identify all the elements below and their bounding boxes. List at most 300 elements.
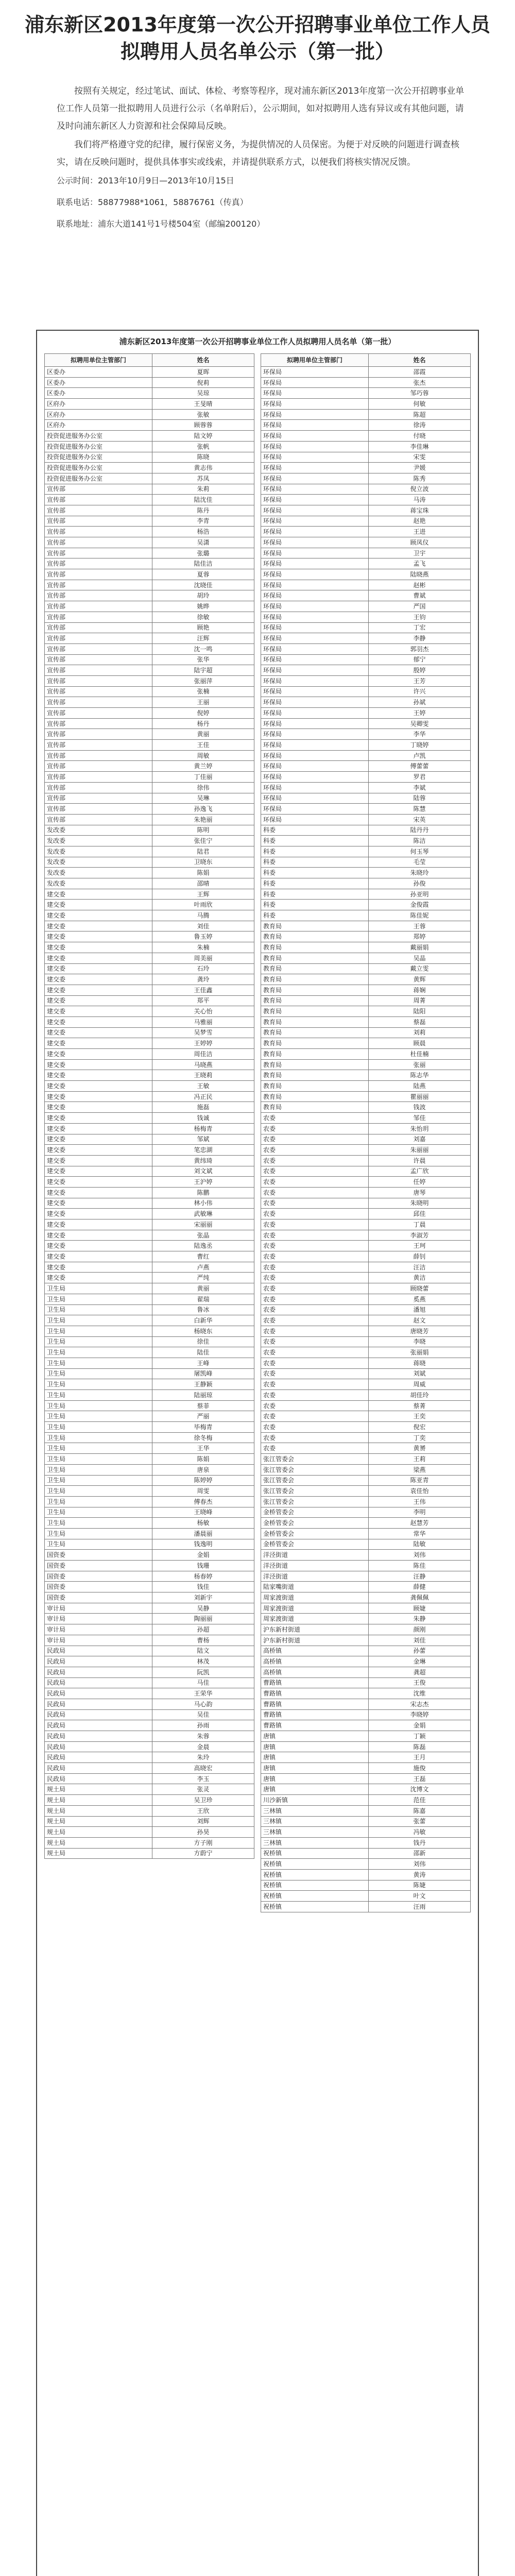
row-name: 丁佳丽	[152, 772, 254, 783]
row-name: 高晓宏	[152, 1763, 254, 1774]
row-name: 黄兰婷	[152, 761, 254, 772]
row-name: 何玉琴	[369, 846, 471, 857]
row-name: 杨晓东	[152, 1326, 254, 1336]
row-dept: 沪东新村街道	[261, 1624, 369, 1635]
table-row	[261, 590, 471, 601]
table-row	[45, 729, 254, 740]
row-dept: 环保局	[261, 505, 369, 516]
table-row	[261, 793, 471, 804]
row-dept: 唐镇	[261, 1741, 369, 1752]
row-name: 张佳宁	[152, 836, 254, 846]
table-row	[45, 1347, 254, 1358]
table-row	[261, 1262, 471, 1273]
row-name: 张敏	[152, 409, 254, 420]
row-name: 薛健	[369, 1582, 471, 1592]
table-row	[45, 590, 254, 601]
row-dept: 民政局	[45, 1709, 152, 1720]
row-name: 施俊	[369, 1763, 471, 1774]
row-name: 刘佳	[369, 1635, 471, 1646]
row-name: 蒋宝珠	[369, 505, 471, 516]
row-dept: 规土局	[45, 1848, 152, 1859]
table-row	[45, 495, 254, 505]
row-dept: 建交委	[45, 1145, 152, 1156]
row-dept: 宣传部	[45, 537, 152, 548]
table-row	[45, 1848, 254, 1859]
table-row	[45, 441, 254, 452]
row-dept: 建交委	[45, 1166, 152, 1177]
table-row	[261, 1070, 471, 1081]
table-row	[261, 740, 471, 751]
row-name: 朱莉	[152, 484, 254, 495]
row-dept: 农委	[261, 1230, 369, 1241]
row-name: 孙雨	[152, 1720, 254, 1731]
row-dept: 洋泾街道	[261, 1561, 369, 1571]
row-dept: 环保局	[261, 580, 369, 590]
row-name: 王敏	[152, 1081, 254, 1092]
row-dept: 环保局	[261, 665, 369, 676]
row-name: 张灵	[152, 1784, 254, 1795]
row-name: 陆阳	[369, 1006, 471, 1017]
table-row	[261, 1400, 471, 1411]
table-row	[45, 1561, 254, 1571]
table-row	[45, 420, 254, 431]
row-name: 钱逸明	[152, 1539, 254, 1550]
row-name: 周佳洁	[152, 1049, 254, 1060]
table-row	[45, 1528, 254, 1539]
table-row	[45, 1123, 254, 1134]
table-row	[45, 1496, 254, 1507]
row-dept: 卫生局	[45, 1390, 152, 1401]
row-dept: 教育局	[261, 995, 369, 1006]
table-row	[261, 1315, 471, 1326]
row-dept: 教育局	[261, 931, 369, 942]
row-name: 戴丽娟	[369, 942, 471, 953]
table-row	[45, 1464, 254, 1475]
row-name: 卢凯	[369, 750, 471, 761]
row-name: 龚超	[369, 1667, 471, 1677]
row-name: 黄赟	[369, 1443, 471, 1454]
table-row	[261, 1582, 471, 1592]
table-row	[45, 1166, 254, 1177]
row-dept: 教育局	[261, 942, 369, 953]
row-dept: 宣传部	[45, 665, 152, 676]
table-row	[45, 1656, 254, 1667]
table-row	[261, 1358, 471, 1368]
table-row	[45, 1230, 254, 1241]
table-row	[261, 931, 471, 942]
table-row	[261, 1539, 471, 1550]
row-name: 倪立波	[369, 484, 471, 495]
row-dept: 环保局	[261, 740, 369, 751]
row-dept: 宣传部	[45, 633, 152, 644]
row-name: 王珂	[369, 1241, 471, 1251]
table-row	[261, 399, 471, 410]
row-name: 冯敏	[369, 1827, 471, 1838]
row-name: 颜刚	[369, 1624, 471, 1635]
row-dept: 川沙新镇	[261, 1795, 369, 1806]
row-dept: 民政局	[45, 1667, 152, 1677]
row-name: 笔忠湖	[152, 1145, 254, 1156]
row-dept: 唐镇	[261, 1731, 369, 1742]
row-name: 叶雨欣	[152, 900, 254, 910]
row-name: 苏凤	[152, 473, 254, 484]
row-dept: 民政局	[45, 1699, 152, 1709]
table-row	[45, 1187, 254, 1198]
row-dept: 环保局	[261, 793, 369, 804]
row-name: 徐敏	[152, 612, 254, 622]
row-name: 冯正民	[152, 1091, 254, 1102]
row-name: 李华	[369, 729, 471, 740]
row-dept: 卫生局	[45, 1304, 152, 1315]
row-dept: 唐镇	[261, 1752, 369, 1763]
row-name: 王华	[152, 1443, 254, 1454]
row-name: 孟飞	[369, 558, 471, 569]
table-row	[261, 1134, 471, 1145]
row-dept: 审计局	[45, 1635, 152, 1646]
row-dept: 农委	[261, 1113, 369, 1124]
table-row	[261, 1006, 471, 1017]
row-name: 吴潇	[152, 537, 254, 548]
table-row	[261, 1283, 471, 1294]
row-dept: 宣传部	[45, 548, 152, 558]
table-row	[45, 697, 254, 708]
row-name: 吴卫珍	[152, 1795, 254, 1806]
table-row	[261, 900, 471, 910]
row-name: 朱玲	[152, 1752, 254, 1763]
row-name: 钱波	[369, 1102, 471, 1113]
row-dept: 环保局	[261, 388, 369, 399]
row-dept: 发改委	[45, 857, 152, 868]
row-dept: 国资委	[45, 1592, 152, 1603]
row-dept: 环保局	[261, 590, 369, 601]
row-name: 顾晓蕾	[369, 1283, 471, 1294]
table-row	[261, 463, 471, 473]
row-dept: 区委办	[45, 367, 152, 378]
row-dept: 环保局	[261, 516, 369, 527]
row-name: 陈慧	[369, 804, 471, 815]
row-dept: 陆家嘴街道	[261, 1582, 369, 1592]
row-dept: 宣传部	[45, 782, 152, 793]
row-name: 宋英	[369, 814, 471, 825]
row-dept: 卫生局	[45, 1422, 152, 1433]
row-dept: 建交委	[45, 1123, 152, 1134]
table-row	[45, 1486, 254, 1497]
table-row	[45, 985, 254, 995]
table-row	[261, 1166, 471, 1177]
row-name: 王蓉	[369, 921, 471, 931]
row-name: 王磊	[369, 1773, 471, 1784]
row-dept: 祝桥镇	[261, 1869, 369, 1880]
row-dept: 周家渡街道	[261, 1603, 369, 1614]
row-dept: 卫生局	[45, 1347, 152, 1358]
row-name: 金晨	[152, 1741, 254, 1752]
table-row	[45, 900, 254, 910]
table-row	[261, 1667, 471, 1677]
row-dept: 农委	[261, 1411, 369, 1422]
row-dept: 祝桥镇	[261, 1859, 369, 1870]
table-row	[45, 1134, 254, 1145]
row-name: 翟瑞	[152, 1294, 254, 1304]
table-row	[45, 1688, 254, 1699]
row-name: 周威	[369, 1379, 471, 1390]
row-dept: 区府办	[45, 399, 152, 410]
row-name: 刘莉	[369, 1027, 471, 1038]
row-name: 李青	[152, 516, 254, 527]
row-dept: 建交委	[45, 1134, 152, 1145]
table-row	[45, 1209, 254, 1219]
row-dept: 建交委	[45, 900, 152, 910]
row-dept: 环保局	[261, 601, 369, 612]
row-name: 陆蓉	[369, 793, 471, 804]
row-dept: 科委	[261, 825, 369, 836]
row-name: 马腾	[152, 910, 254, 921]
table-row	[261, 708, 471, 719]
row-dept: 建交委	[45, 1006, 152, 1017]
table-row	[45, 1262, 254, 1273]
row-dept: 区委办	[45, 377, 152, 388]
row-dept: 科委	[261, 878, 369, 889]
row-dept: 祝桥镇	[261, 1880, 369, 1891]
row-name: 朱晓玲	[369, 868, 471, 878]
row-name: 周美丽	[152, 953, 254, 963]
row-dept: 农委	[261, 1347, 369, 1358]
row-name: 钱丹	[369, 1837, 471, 1848]
row-name: 周菁	[369, 995, 471, 1006]
row-name: 林小伟	[152, 1198, 254, 1209]
row-name: 陈志华	[369, 1070, 471, 1081]
row-name: 王伟	[369, 1496, 471, 1507]
row-name: 朱楠	[152, 942, 254, 953]
row-dept: 农委	[261, 1368, 369, 1379]
row-name: 奚燕	[369, 1294, 471, 1304]
row-name: 钱珊	[152, 1561, 254, 1571]
table-row	[261, 1592, 471, 1603]
table-row	[45, 846, 254, 857]
row-name: 吴静	[152, 1603, 254, 1614]
row-name: 郑婷	[369, 931, 471, 942]
candidate-list-box	[36, 330, 479, 2576]
header-name: 姓名	[369, 354, 471, 367]
row-name: 金娟	[152, 1550, 254, 1561]
table-row	[261, 1763, 471, 1774]
row-name: 黄辉	[369, 974, 471, 985]
table-row	[45, 665, 254, 676]
row-dept: 农委	[261, 1166, 369, 1177]
row-dept: 教育局	[261, 1059, 369, 1070]
table-row	[45, 1315, 254, 1326]
row-dept: 环保局	[261, 643, 369, 654]
row-name: 陈晓	[152, 452, 254, 463]
row-name: 郁宁	[369, 654, 471, 665]
row-dept: 卫生局	[45, 1464, 152, 1475]
row-name: 沈博文	[369, 1784, 471, 1795]
table-row	[45, 527, 254, 537]
row-name: 武敏琳	[152, 1209, 254, 1219]
intro-paragraph-1: 按照有关规定，经过笔试、面试、体检、考察等程序，现对浦东新区2013年度第一次公开招聘事业单位工作人员第一批拟聘用人员进行公示（名单附后），公示期间，如对拟聘用人选有异议或有其他问题，请及时向浦东新区人力资源和社会保障局反映。	[57, 86, 465, 131]
row-dept: 农委	[261, 1155, 369, 1166]
row-name: 李晓	[369, 1336, 471, 1347]
row-dept: 金桥管委会	[261, 1518, 369, 1529]
row-dept: 宣传部	[45, 761, 152, 772]
row-name: 胡佳玲	[369, 1390, 471, 1401]
table-row	[261, 409, 471, 420]
row-dept: 农委	[261, 1390, 369, 1401]
row-dept: 唐镇	[261, 1784, 369, 1795]
table-row	[45, 825, 254, 836]
table-row	[261, 1603, 471, 1614]
row-dept: 宣传部	[45, 718, 152, 729]
table-row	[45, 1720, 254, 1731]
row-dept: 建交委	[45, 985, 152, 995]
table-row	[261, 1869, 471, 1880]
table-row	[45, 1070, 254, 1081]
row-dept: 环保局	[261, 761, 369, 772]
row-dept: 建交委	[45, 1049, 152, 1060]
row-name: 陈亚青	[369, 1475, 471, 1486]
row-name: 毕梅青	[152, 1422, 254, 1433]
row-dept: 沪东新村街道	[261, 1635, 369, 1646]
row-name: 王辉	[152, 889, 254, 900]
row-name: 宋志杰	[369, 1699, 471, 1709]
row-name: 宋雯	[369, 452, 471, 463]
table-row	[45, 463, 254, 473]
row-name: 付晓	[369, 431, 471, 442]
row-name: 朱艳丽	[152, 814, 254, 825]
table-row	[45, 995, 254, 1006]
row-name: 刘伟	[369, 1859, 471, 1870]
row-name: 郭羽杰	[369, 643, 471, 654]
table-row	[261, 420, 471, 431]
row-dept: 卫生局	[45, 1379, 152, 1390]
row-name: 丁晨	[369, 1219, 471, 1230]
row-name: 常华	[369, 1528, 471, 1539]
table-row	[45, 718, 254, 729]
row-dept: 农委	[261, 1315, 369, 1326]
row-name: 马涛	[369, 495, 471, 505]
row-name: 陆君	[152, 846, 254, 857]
row-dept: 宣传部	[45, 740, 152, 751]
table-row	[45, 1283, 254, 1294]
row-dept: 宣传部	[45, 495, 152, 505]
row-name: 张丽娟	[369, 1347, 471, 1358]
row-dept: 金桥管委会	[261, 1539, 369, 1550]
table-row	[261, 1038, 471, 1049]
row-dept: 宣传部	[45, 612, 152, 622]
row-dept: 建交委	[45, 931, 152, 942]
table-row	[261, 729, 471, 740]
table-row	[261, 1347, 471, 1358]
table-row	[261, 548, 471, 558]
row-dept: 审计局	[45, 1614, 152, 1624]
table-row	[45, 857, 254, 868]
table-row	[261, 1443, 471, 1454]
row-dept: 宣传部	[45, 654, 152, 665]
row-dept: 周家渡街道	[261, 1614, 369, 1624]
row-name: 徐冬梅	[152, 1432, 254, 1443]
row-dept: 规土局	[45, 1795, 152, 1806]
row-dept: 民政局	[45, 1773, 152, 1784]
table-row	[45, 1358, 254, 1368]
table-row	[261, 1827, 471, 1838]
contact-address: 联系地址：浦东大道141号1号楼504室（邮编200120）	[57, 219, 265, 229]
table-row	[261, 782, 471, 793]
row-dept: 建交委	[45, 1177, 152, 1188]
row-dept: 区府办	[45, 409, 152, 420]
row-name: 卫宇	[369, 548, 471, 558]
row-name: 陈嘉	[369, 1805, 471, 1816]
table-row	[261, 825, 471, 836]
table-row	[45, 974, 254, 985]
table-row	[45, 814, 254, 825]
table-row	[261, 1091, 471, 1102]
table-row	[261, 868, 471, 878]
table-row	[45, 793, 254, 804]
table-row	[45, 868, 254, 878]
row-name: 曹红	[152, 1251, 254, 1262]
table-row	[45, 569, 254, 580]
row-dept: 教育局	[261, 1070, 369, 1081]
row-dept: 环保局	[261, 527, 369, 537]
row-name: 卢燕	[152, 1262, 254, 1273]
table-row	[261, 1699, 471, 1709]
row-name: 徐佳	[152, 1336, 254, 1347]
table-row	[261, 953, 471, 963]
row-dept: 卫生局	[45, 1336, 152, 1347]
row-name: 徐涛	[369, 420, 471, 431]
table-row	[261, 1251, 471, 1262]
row-dept: 环保局	[261, 633, 369, 644]
row-name: 邹巧蓉	[369, 388, 471, 399]
table-row	[45, 1582, 254, 1592]
table-row	[45, 1667, 254, 1677]
row-name: 汪静	[369, 1571, 471, 1582]
row-dept: 卫生局	[45, 1368, 152, 1379]
table-row	[261, 601, 471, 612]
table-row	[45, 750, 254, 761]
table-row	[45, 1198, 254, 1209]
table-row	[261, 836, 471, 846]
row-name: 瞿丽丽	[369, 1091, 471, 1102]
table-row	[261, 942, 471, 953]
row-name: 王丽	[152, 697, 254, 708]
row-dept: 环保局	[261, 772, 369, 783]
table-row	[261, 665, 471, 676]
row-dept: 教育局	[261, 1102, 369, 1113]
title-line-2: 拟聘用人员名单公示（第一批）	[120, 40, 394, 63]
row-name: 严纯	[152, 1273, 254, 1283]
table-row	[45, 1603, 254, 1614]
table-row	[45, 633, 254, 644]
row-name: 赵艳	[369, 516, 471, 527]
table-row	[45, 622, 254, 633]
row-dept: 环保局	[261, 431, 369, 442]
row-dept: 周家渡街道	[261, 1592, 369, 1603]
table-row	[45, 643, 254, 654]
row-name: 倪婷	[152, 708, 254, 719]
row-dept: 民政局	[45, 1677, 152, 1688]
row-name: 马心韵	[152, 1699, 254, 1709]
document-title	[0, 11, 515, 65]
table-row	[261, 686, 471, 697]
row-dept: 发改委	[45, 878, 152, 889]
row-name: 张晶	[152, 1230, 254, 1241]
table-row	[45, 377, 254, 388]
row-dept: 国资委	[45, 1550, 152, 1561]
row-dept: 张江管委会	[261, 1475, 369, 1486]
row-dept: 环保局	[261, 409, 369, 420]
table-row	[261, 974, 471, 985]
row-name: 严丽	[152, 1411, 254, 1422]
